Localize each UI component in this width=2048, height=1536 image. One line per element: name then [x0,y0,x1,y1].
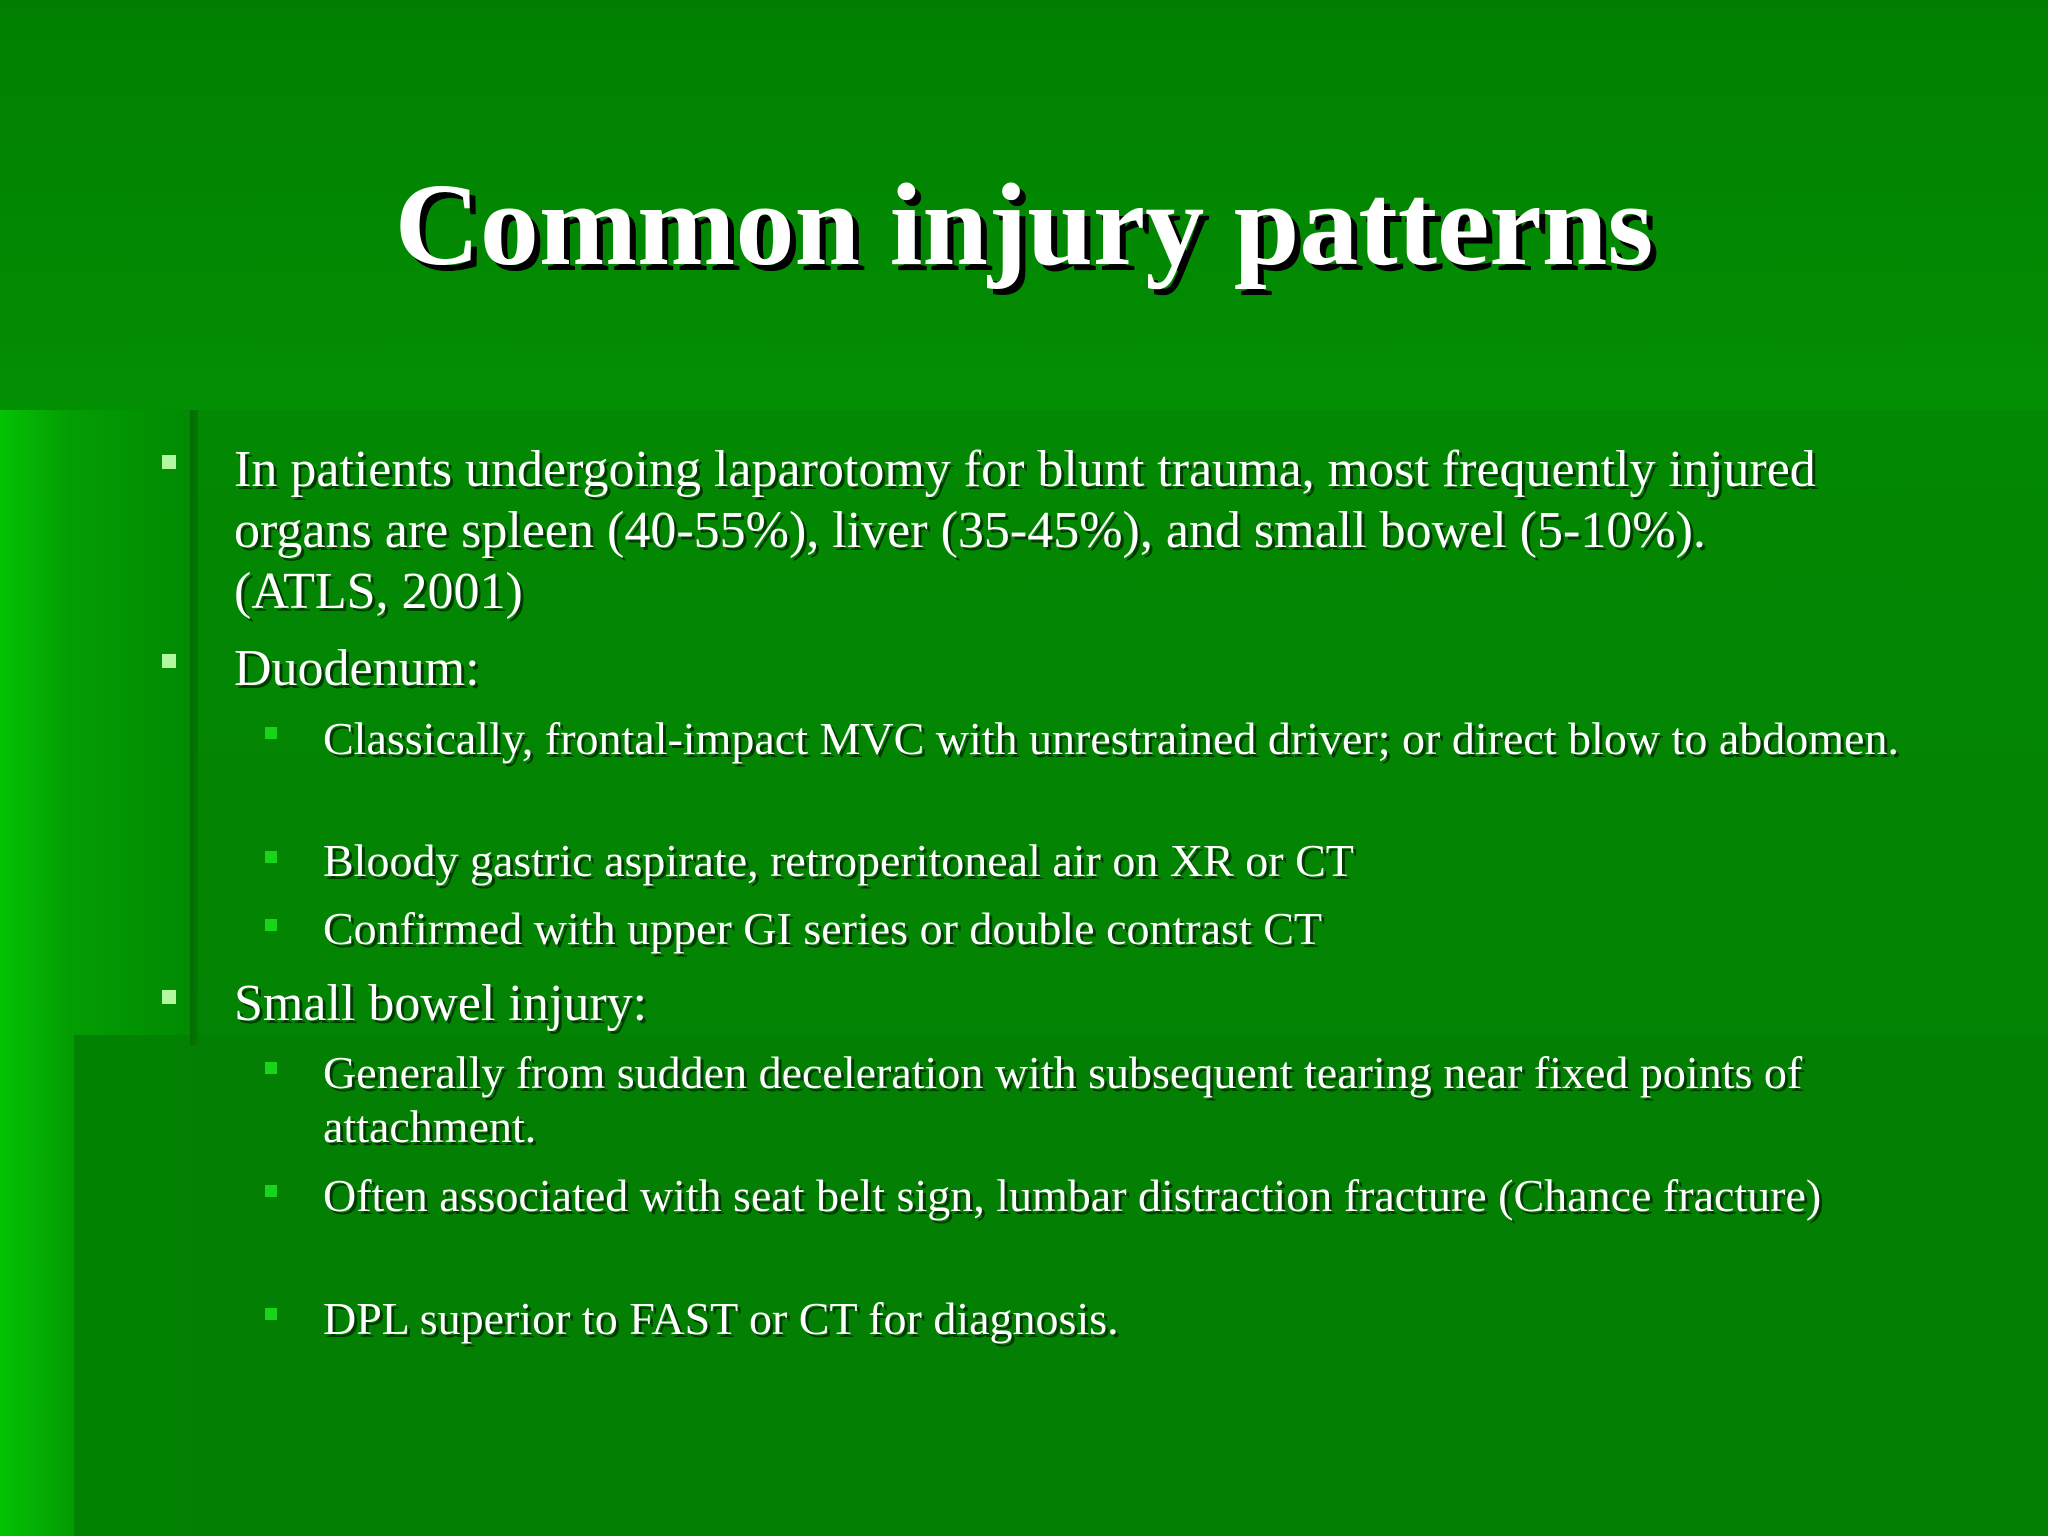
slide-title: Common injury patterns [394,159,1654,290]
bullet-marker [162,455,176,469]
bullet-marker [162,654,176,668]
sub-bullet-marker [265,1185,277,1197]
sub-bullet-item-small-bowel-mechanism: Generally from sudden deceleration with subsequent tearing near fixed points of attachment. [323,1047,1803,1152]
bullet-item-duodenum: Duodenum: [234,640,480,697]
sub-bullet-item-duodenum-mechanism: Classically, frontal-impact MVC with unrestrained driver; or direct blow to abdomen. [323,713,1899,764]
sub-bullet-item-small-bowel-association: Often associated with seat belt sign, lumbar distraction fracture (Chance fracture) [323,1170,1822,1221]
bullet-marker [162,990,176,1004]
sub-bullet-marker [265,851,277,863]
sub-bullet-marker [265,919,277,931]
sub-bullet-marker [265,1062,277,1074]
sub-bullet-marker [265,727,277,739]
bullet-item-blunt-trauma-organs: In patients undergoing laparotomy for blunt trauma, most frequently injured organs are spleen (40-55%), liver (35-45%), and small bowel (5-10%). (ATLS, 2001) [234,441,1816,620]
sub-bullet-item-small-bowel-diagnosis: DPL superior to FAST or CT for diagnosis. [323,1293,1119,1344]
bullet-item-small-bowel: Small bowel injury: [234,975,648,1032]
sub-bullet-item-duodenum-signs: Bloody gastric aspirate, retroperitoneal air on XR or CT [323,835,1354,886]
sub-bullet-item-duodenum-confirmation: Confirmed with upper GI series or double contrast CT [323,903,1322,954]
sub-bullet-marker [265,1308,277,1320]
